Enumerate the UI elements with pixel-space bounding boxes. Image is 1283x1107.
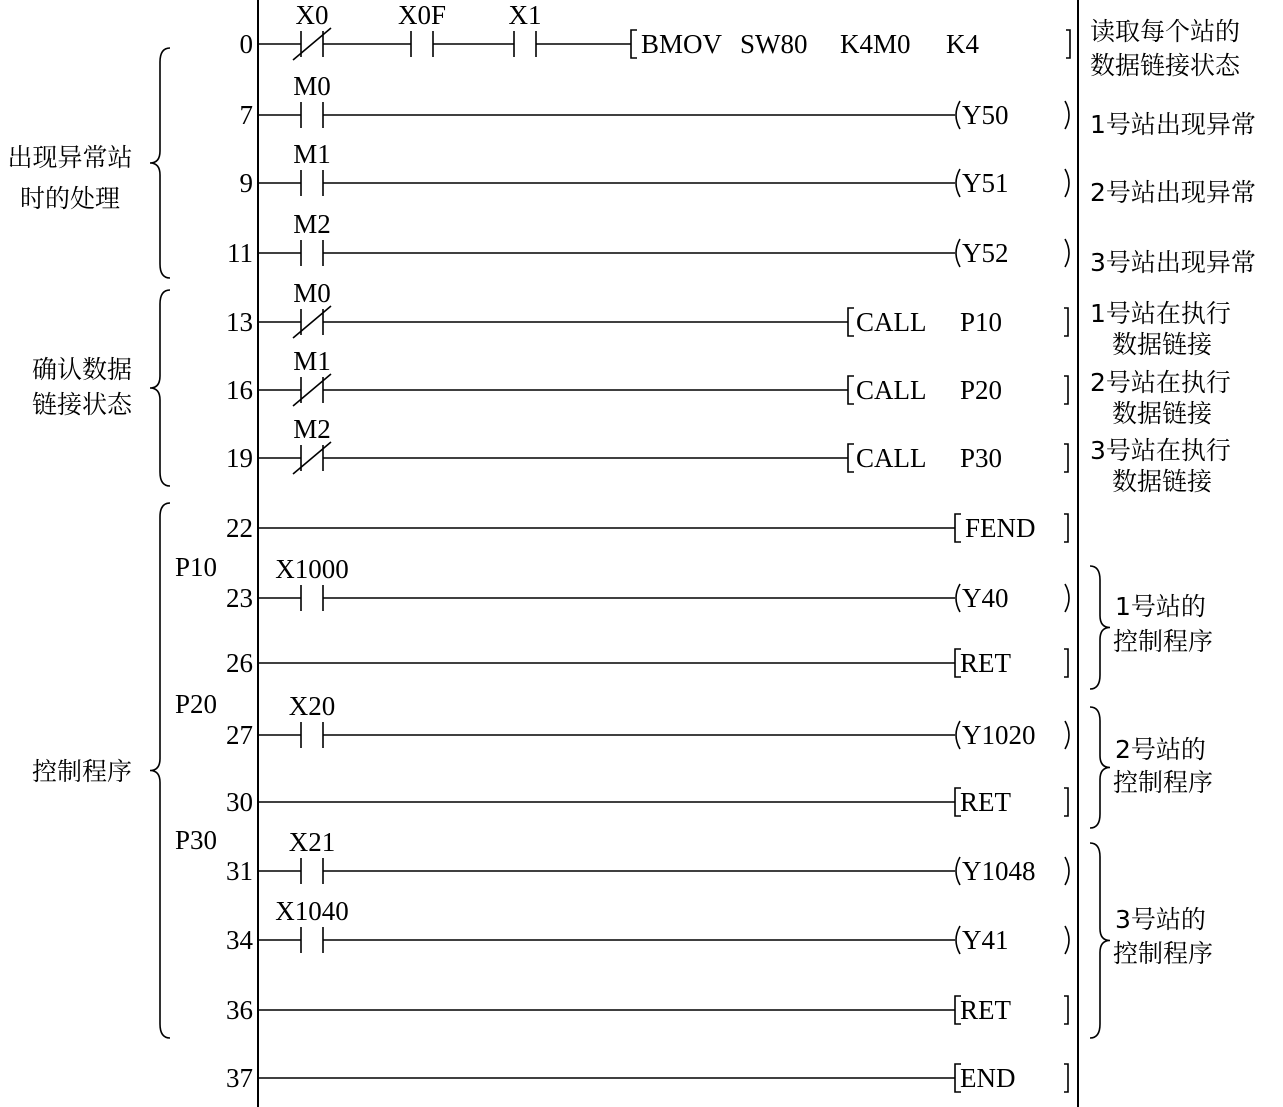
instr-right-bracket [1064,1064,1068,1092]
rung-23 [175,552,1069,613]
coil-label: Y1048 [962,856,1036,886]
nc-contact [293,278,331,338]
rung-comment: 1号站在执行 [1090,299,1231,328]
rung-9 [240,139,1256,207]
instr-left-bracket [848,308,854,336]
pointer-label: P10 [175,552,218,582]
rung-comment: 数据链接 [1112,467,1213,496]
coil-right-paren [1065,101,1069,129]
step-number: 37 [226,1063,253,1093]
no-contact [509,0,542,57]
contact-label: M1 [293,346,331,376]
coil-left-paren [956,169,960,197]
curly-brace [150,290,170,486]
instr-text: K4M0 [840,29,911,59]
step-number: 0 [239,29,253,59]
coil-label: Y1020 [962,720,1036,750]
rung-comment: 1号站出现异常 [1090,110,1256,139]
instr-right-bracket [1064,788,1068,816]
instr-right-bracket [1064,376,1068,404]
instr-text: P20 [960,375,1003,405]
coil-label: Y52 [962,238,1009,268]
rung-comment: 2号站在执行 [1090,368,1231,397]
contact-label: M2 [293,209,331,239]
coil-label: Y50 [962,100,1009,130]
rung-comment: 2号站出现异常 [1090,178,1256,207]
instr-text: CALL [856,375,927,405]
left-group-1 [7,48,170,278]
step-number: 16 [226,375,253,405]
no-contact [293,71,331,128]
step-number: 30 [226,787,253,817]
rung-7 [240,71,1256,139]
group-label: 2号站的 [1115,735,1206,764]
curly-brace [1090,707,1110,828]
step-number: 23 [226,583,253,613]
no-contact [293,209,331,266]
right-brace-group [1090,566,1213,1038]
coil-right-paren [1065,721,1069,749]
instr-text: K4 [946,29,979,59]
rung-22 [226,513,1068,543]
coil-left-paren [956,584,960,612]
step-number: 31 [226,856,253,886]
instr-text: RET [960,995,1011,1025]
group-label: 链接状态 [31,390,133,419]
rung-36 [226,995,1068,1025]
instr-text: RET [960,648,1011,678]
instr-text: END [960,1063,1016,1093]
step-number: 34 [226,925,253,955]
instr-left-bracket [848,376,854,404]
step-number: 7 [239,100,253,130]
no-contact [398,0,446,57]
rung-37 [226,1063,1068,1093]
nc-contact [293,0,331,60]
coil-left-paren [956,721,960,749]
pointer-label: P20 [175,689,218,719]
instr-right-bracket [1066,30,1070,58]
left-group-3 [32,503,170,1038]
instr-left-bracket [631,30,637,58]
instr-text: FEND [965,513,1036,543]
instr-text: SW80 [740,29,808,59]
rung-11 [227,209,1256,277]
instr-left-bracket [848,444,854,472]
instr-text: RET [960,787,1011,817]
group-label: 控制程序 [1113,939,1214,968]
coil-left-paren [956,101,960,129]
contact-label: X1 [508,0,542,30]
rung-26 [226,648,1068,678]
instr-text: P10 [960,307,1003,337]
instr-right-bracket [1064,514,1068,542]
instr-text: CALL [856,443,927,473]
contact-label: M0 [293,278,331,308]
no-contact [275,554,349,611]
rung-27 [175,689,1069,750]
instr-text: CALL [856,307,927,337]
coil-label: Y41 [962,925,1009,955]
coil-right-paren [1065,857,1069,885]
group-label: 1号站的 [1115,592,1206,621]
coil-label: Y40 [962,583,1009,613]
coil-label: Y51 [962,168,1009,198]
rung-16 [226,346,1231,428]
step-number: 27 [226,720,253,750]
instr-text: P30 [960,443,1003,473]
coil-left-paren [956,926,960,954]
group-label: 3号站的 [1115,905,1206,934]
no-contact [293,139,331,196]
group-label: 确认数据 [31,355,133,384]
curly-brace [1090,566,1110,689]
step-number: 22 [226,513,253,543]
contact-label: X0 [295,0,329,30]
no-contact [275,896,349,953]
rung-comment: 数据链接 [1112,330,1213,359]
contact-label: M2 [293,414,331,444]
coil-right-paren [1065,926,1069,954]
curly-brace [150,48,170,278]
coil-left-paren [956,239,960,267]
contact-label: M0 [293,71,331,101]
rung-comment: 3号站在执行 [1090,436,1231,465]
instr-right-bracket [1064,308,1068,336]
step-number: 36 [226,995,253,1025]
group-label: 时的处理 [19,184,121,213]
rung-13 [226,278,1231,359]
pointer-label: P30 [175,825,218,855]
rung-0 [240,0,1242,80]
instr-text: BMOV [641,29,723,59]
coil-left-paren [956,857,960,885]
group-label: 控制程序 [31,757,133,786]
coil-right-paren [1065,239,1069,267]
rung-comment: 数据链接状态 [1090,51,1241,80]
rung-30 [226,787,1068,817]
contact-label: X20 [288,691,336,721]
nc-contact [293,414,331,474]
instr-right-bracket [1064,649,1068,677]
contact-label: X21 [288,827,336,857]
no-contact [289,691,336,748]
contact-label: M1 [293,139,331,169]
right-group-3 [1090,843,1213,1038]
rung-31 [175,825,1069,886]
step-number: 11 [227,238,253,268]
step-number: 26 [226,648,253,678]
left-brace-group [7,48,170,1038]
no-contact [289,827,336,884]
rung-19 [226,414,1231,496]
curly-brace [1090,843,1110,1038]
nc-contact [293,346,331,406]
rung-comment: 数据链接 [1112,399,1213,428]
contact-label: X0F [397,0,447,30]
group-label: 出现异常站 [7,143,133,172]
instr-right-bracket [1064,996,1068,1024]
rung-34 [226,896,1069,955]
rung-group [175,0,1256,1093]
right-group-2 [1090,707,1213,828]
step-number: 19 [226,443,253,473]
contact-label: X1000 [275,554,349,584]
contact-label: X1040 [275,896,349,926]
rung-comment: 3号站出现异常 [1090,248,1256,277]
group-label: 控制程序 [1113,627,1214,656]
coil-right-paren [1065,584,1069,612]
left-group-2 [32,290,170,486]
rung-comment: 读取每个站的 [1090,17,1241,46]
right-group-1 [1090,566,1213,689]
instr-right-bracket [1064,444,1068,472]
step-number: 13 [226,307,253,337]
curly-brace [150,503,170,1038]
instr-left-bracket [955,514,961,542]
coil-right-paren [1065,169,1069,197]
step-number: 9 [239,168,253,198]
group-label: 控制程序 [1113,768,1214,797]
